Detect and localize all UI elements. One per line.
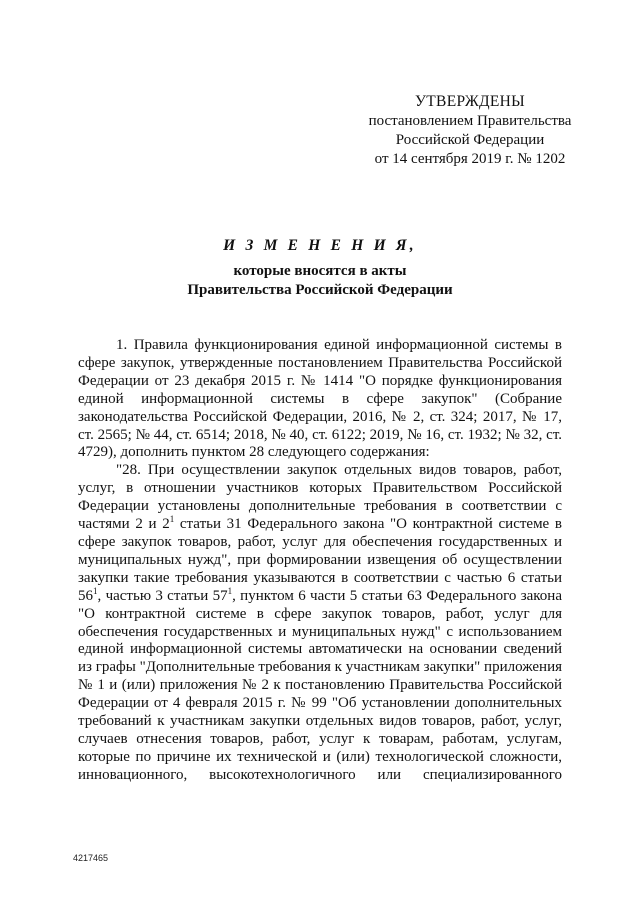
paragraph-2 <box>78 462 562 784</box>
document-subtitle-1: которые вносятся в акты <box>233 263 407 279</box>
approval-line-3: от 14 сентября 2019 г. № 1202 <box>374 151 566 167</box>
document-heading <box>0 237 640 300</box>
paragraph-2-part-2: статьи 31 Федерального закона "О контрактной системе в сфере закупок товаров, работ, услуг для обеспечения государственных и муниципальных нужд", при формировании извещения об осуществлении закупки такие требования указываются в соответствии с частью 6 статьи 56 <box>78 516 562 604</box>
superscript-3: 1 <box>227 585 233 596</box>
approval-stamp <box>320 92 620 169</box>
document-number: 4217465 <box>73 853 109 863</box>
paragraph-1: 1. Правила функционирования единой информационной системы в сфере закупок, утвержденные постановлением Правительства Российской Федерации от 23 декабря 2015 г. № 1414 "О порядке функционирования единой информационной системы в сфере закупок" (Собрание законодательства Российской Федерации, 2016, № 2, ст. 324; 2017, № 17, ст. 2565; № 44, ст. 6514; 2018, № 40, ст. 6122; 2019, № 16, ст. 1932; № 32, ст. 4729), дополнить пунктом 28 следующего содержания: <box>78 337 562 461</box>
approval-heading: УТВЕРЖДЕНЫ <box>415 93 525 110</box>
superscript-2: 1 <box>93 585 98 596</box>
approval-line-2: Российской Федерации <box>395 132 545 148</box>
document-body <box>78 337 562 785</box>
approval-line-1: постановлением Правительства <box>368 113 572 129</box>
document-title: И З М Е Н Е Н И Я, <box>223 237 417 254</box>
document-subtitle-2: Правительства Российской Федерации <box>187 282 453 298</box>
paragraph-2-part-3: , частью 3 статьи 57 <box>97 587 228 604</box>
paragraph-2-part-4: , пунктом 6 части 5 статьи 63 Федерального закона "О контрактной системе в сфере закупок товаров, работ, услуг для обеспечения государственных и муниципальных нужд" с использованием единой информационной системы автоматически на основании сведений из графы "Дополнительные требования к участникам закупки" приложения № 1 и (или) приложения № 2 к постановлению Правительства Российской Федерации от 4 февраля 2015 г. № 99 "Об установлении дополнительных требований к участникам закупки отдельных видов товаров, работ, услуг, случаев отнесения товаров, работ, услуг к товарам, работам, услугам, которые по причине их технической и (или) технологической сложности, инновационного, высокотехнологичного или специализированного <box>78 587 562 783</box>
superscript-1: 1 <box>169 514 175 525</box>
paragraph-2-part-1: "28. При осуществлении закупок отдельных видов товаров, работ, услуг, в отношении участников которых Правительством Российской Федерации установлены дополнительные требования в соответствии с частями 2 и 2 <box>78 462 562 533</box>
